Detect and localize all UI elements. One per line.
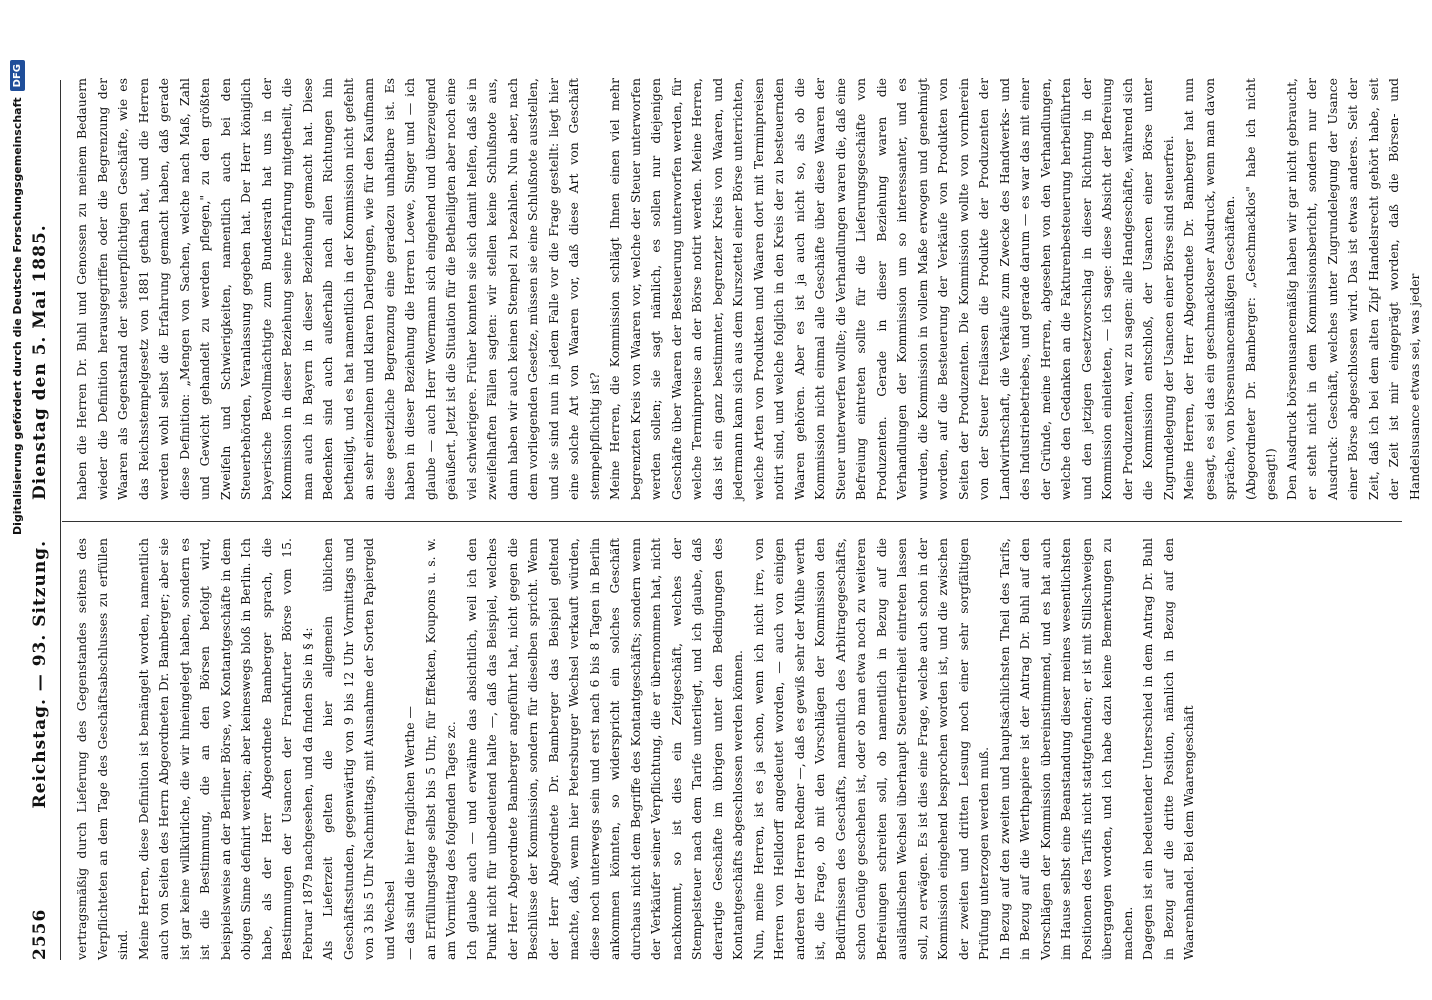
paragraph: Meine Herren, diese Definition ist bemängelt worden, namentlich auch von Seiten des Herrn Abgeordneten Dr. Bamberger; aber sie ist gar keine willkürliche, die wir hineingelegt haben, sondern es ist die Bestimmung, die an den Börsen befolgt wird, beispielsweise an der Berliner Börse, wo Kontantgeschäfte in dem obigen Sinne definirt werden; aber keineswegs bloß in Berlin. Ich habe, als der Herr Abgeordnete Bamberger sprach, die Bestimmungen der Usancen der Frankfurter Börse vom 15. Februar 1879 nachgesehen, und da finden Sie in § 4:	[135, 538, 315, 960]
paragraph: (Abgeordneter Dr. Bamberger: „Geschmacklos" habe ich nicht gesagt!)	[1242, 78, 1278, 500]
session-date: Dienstag den 5. Mai 1885.	[30, 224, 50, 500]
header-rule	[60, 80, 61, 960]
paragraph: — das sind die hier fraglichen Werthe —	[402, 706, 417, 960]
page-header-left	[30, 540, 50, 960]
credit-text: Digitalisierung gefördert durch die Deutsche Forschungsgemeinschaft	[11, 97, 24, 536]
paragraph: Ich glaube auch — und erwähne das absichtlich, weil ich den Punkt nicht für unbedeutend halte —, daß das Beispiel, welches der Herr Abgeordnete Bamberger angeführt hat, nicht gegen die Beschlüsse der Kommission, sondern für dieselben spricht. Wenn der Herr Abgeordnete Dr. Bamberger das Beispiel geltend machte, daß, wenn hier Petersburger Wechsel verkauft würden, diese noch unterwegs sein und erst nach 6 bis 8 Tagen in Berlin ankommen könnten, so widerspricht ein solches Geschäft durchaus nicht dem Begriffe des Kontantgeschäfts; sondern wenn der Verkäufer seiner Verpflichtung, die er übernommen hat, nicht nachkommt, so ist dies ein Zeitgeschäft, welches der Stempelsteuer nach dem Tarife unterliegt, und ich glaube, daß derartige Geschäfte im übrigen unter den Bedingungen des Kontantgeschäfts abgeschlossen werden können.	[463, 538, 745, 960]
session-title: Reichstag. — 93. Sitzung.	[30, 540, 50, 809]
paragraph: haben die Herren Dr. Buhl und Genossen zu meinem Bedauern wieder die Definition herausgegriffen oder die Begrenzung der Waaren als Gegenstand der steuerpflichtigen Geschäfte, wie es das Reichsstempelgesetz von 1881 gethan hat, und die Herren werden wohl selbst die Erfahrung gemacht haben, daß gerade diese Definition: „Mengen von Sachen, welche nach Maß, Zahl und Gewicht gehandelt zu werden pflegen," zu den größten Zweifeln und Schwierigkeiten, namentlich auch bei den Steuerbehörden, Veranlassung gegeben hat. Der Herr königlich bayerische Bevollmächtigte zum Bundesrath hat uns in der Kommission in dieser Beziehung seine Erfahrung mitgetheilt, die man auch in Bayern in dieser Beziehung gemacht hat. Diese Bedenken sind auch außerhalb nach allen Richtungen hin betheiligt, und es hat namentlich in der Kommission nicht gefehlt an sehr einzelnen und klaren Darlegungen, wie für den Kaufmann diese gesetzliche Begrenzung eine geradezu unhaltbare ist. Es haben in dieser Beziehung die Herren Loewe, Singer und — ich glaube — auch Herr Woermann sich eingehend und überzeugend geäußert. Jetzt ist die Situation für die Betheiligten aber noch eine viel schwierigere. Früher konnten sie sich damit helfen, daß sie in zweifelhaften Fällen sagten: wir stellen keine Schlußnote aus, dann haben wir auch keinen Stempel zu bezahlen. Nun aber, nach dem vorliegenden Gesetze, müssen sie eine Schlußnote ausstellen, und sie sind nun in jedem Falle vor die Frage gestellt: liegt hier eine solche Art von Waaren vor, daß diese Art von Geschäft stempelpflichtig ist?	[74, 78, 602, 500]
paragraph: an Erfüllungstage selbst bis 5 Uhr, für Effekten, Koupons u. s. w. am Vormittag des folgenden Tages zc.	[422, 538, 458, 960]
right-column	[72, 78, 1422, 500]
page-header-right	[30, 80, 50, 500]
paragraph: Den Ausdruck börsenusancemäßig haben wir gar nicht gebraucht, er steht nicht in dem Kommissionsbericht, sondern nur der Ausdruck: Geschäft, welches unter Zugrundelegung der Usance einer Börse abgeschlossen wird. Das ist etwas anderes. Seit der Zeit, daß ich bei dem alten Zipf Handelsrecht gehört habe, seit der Zeit ist mir eingeprägt worden, daß die Börsen- und Handelsusance etwas sei, was jeder	[1283, 78, 1422, 500]
column-divider	[62, 521, 1402, 522]
paragraph: Dagegen ist ein bedeutender Unterschied in dem Antrag Dr. Buhl in Bezug auf die dritte Position, nämlich in Bezug auf den Waarenhandel. Bei dem Waarengeschäft	[1140, 538, 1196, 960]
paragraph: In Bezug auf den zweiten und hauptsächlichsten Theil des Tarifs, in Bezug auf die Werthpapiere ist der Antrag Dr. Buhl auf den Vorschlägen der Kommission übereinstimmend, und es hat auch im Hause selbst eine Beanstandung dieser meines wesentlichsten Positionen des Tarifs nicht stattgefunden; er ist mit Stillschweigen übergangen worden, und ich habe dazu keine Bemerkungen zu machen.	[996, 538, 1135, 960]
digitization-credit	[10, 60, 25, 535]
paragraph: Nun, meine Herren, ist es ja schon, wenn ich nicht irre, von Herren von Helldorff angedeutet worden, — auch von einigen anderen der Herren Redner —, daß es gewiß sehr der Mühe werth ist, die Frage, ob mit den Vorschlägen der Kommission den Bedürfnissen des Geschäfts, namentlich des Arbitragegeschäfts, schon Genüge geschehen ist, oder ob man etwa noch zu weiteren Befreiungen schreiten soll, ob namentlich in Bezug auf die ausländischen Wechsel überhaupt Steuerfreiheit eintreten lassen soll, zu erwägen. Es ist dies eine Frage, welche auch schon in der Kommission eingehend besprochen worden ist, und die zwischen der zweiten und dritten Lesung noch einer sehr sorgfältigen Prüfung unterzogen werden muß.	[750, 538, 991, 960]
page-number: 2556	[30, 908, 50, 960]
paragraph: Meine Herren, die Kommission schlägt Ihnen einen viel mehr begrenzten Kreis von Waaren vor, welche der Steuer unterworfen werden sollen; sie sagt nämlich, es sollen nur diejenigen Geschäfte über Waaren der Besteuerung unterworfen werden, für welche Terminpreise an der Börse notirt werden. Meine Herren, das ist ein ganz bestimmter, begrenzter Kreis von Waaren, und jedermann kann sich aus dem Kurszettel einer Börse unterrichten, welche Arten von Produkten und Waaren dort mit Terminpreisen notirt sind, und welche folglich in den Kreis der zu besteuernden Waaren gehören. Aber es ist ja auch nicht so, als ob die Kommission nicht einmal alle Geschäfte über diese Waaren der Steuer unterwerfen wollte; die Verhandlungen waren die, daß eine Befreiung eintreten sollte für die Lieferungsgeschäfte von Produzenten. Gerade in dieser Beziehung waren die Verhandlungen der Kommission um so interessanter, und es wurden, die Kommission in vollem Maße erwogen und genehmigt worden, auf die Besteuerung der Verkäufe von Produkten von Seiten der Produzenten. Die Kommission wollte von vornherein von der Steuer freilassen die Produkte der Produzenten der Landwirthschaft, die Verkäufe zum Zwecke des Handwerks- und des Industriebetriebes, und gerade darum — es war das mit einer der Gründe, meine Herren, abgesehen von den Verhandlungen, welche den Gedanken an die Fakturenbesteuerung herbeiführten und den jetzigen Gesetzvorschlag in dieser Richtung in der Kommission einleiteten, — ich sage: diese Absicht der Befreiung der Produzenten, war zu sagen: alle Handgeschäfte, während sich die Kommission entschloß, der Usancen einer Börse unter Zugrundelegung der Usancen einer Börse sind steuerfrei.	[607, 78, 1176, 500]
paragraph: Als Lieferzeit gelten die hier allgemein üblichen Geschäftsstunden, gegenwärtig von 9 bis 12 Uhr Vormittags und von 3 bis 5 Uhr Nachmittags, mit Ausnahme der Sorten Papiergeld und Wechsel	[320, 538, 397, 960]
left-column	[72, 538, 1402, 960]
paragraph: Meine Herren, der Herr Abgeordnete Dr. Bamberger hat nun gesagt, es sei das ein geschmackloser Ausdruck, wenn man davon spräche, von börsenusancemäßigen Geschäften.	[1181, 78, 1237, 500]
paragraph: vertragsmäßig durch Lieferung des Gegenstandes seitens des Verpflichteten an dem Tage des Geschäftsabschlusses zu erfüllen sind.	[74, 538, 130, 960]
dfg-logo-icon: DFG	[10, 60, 25, 91]
